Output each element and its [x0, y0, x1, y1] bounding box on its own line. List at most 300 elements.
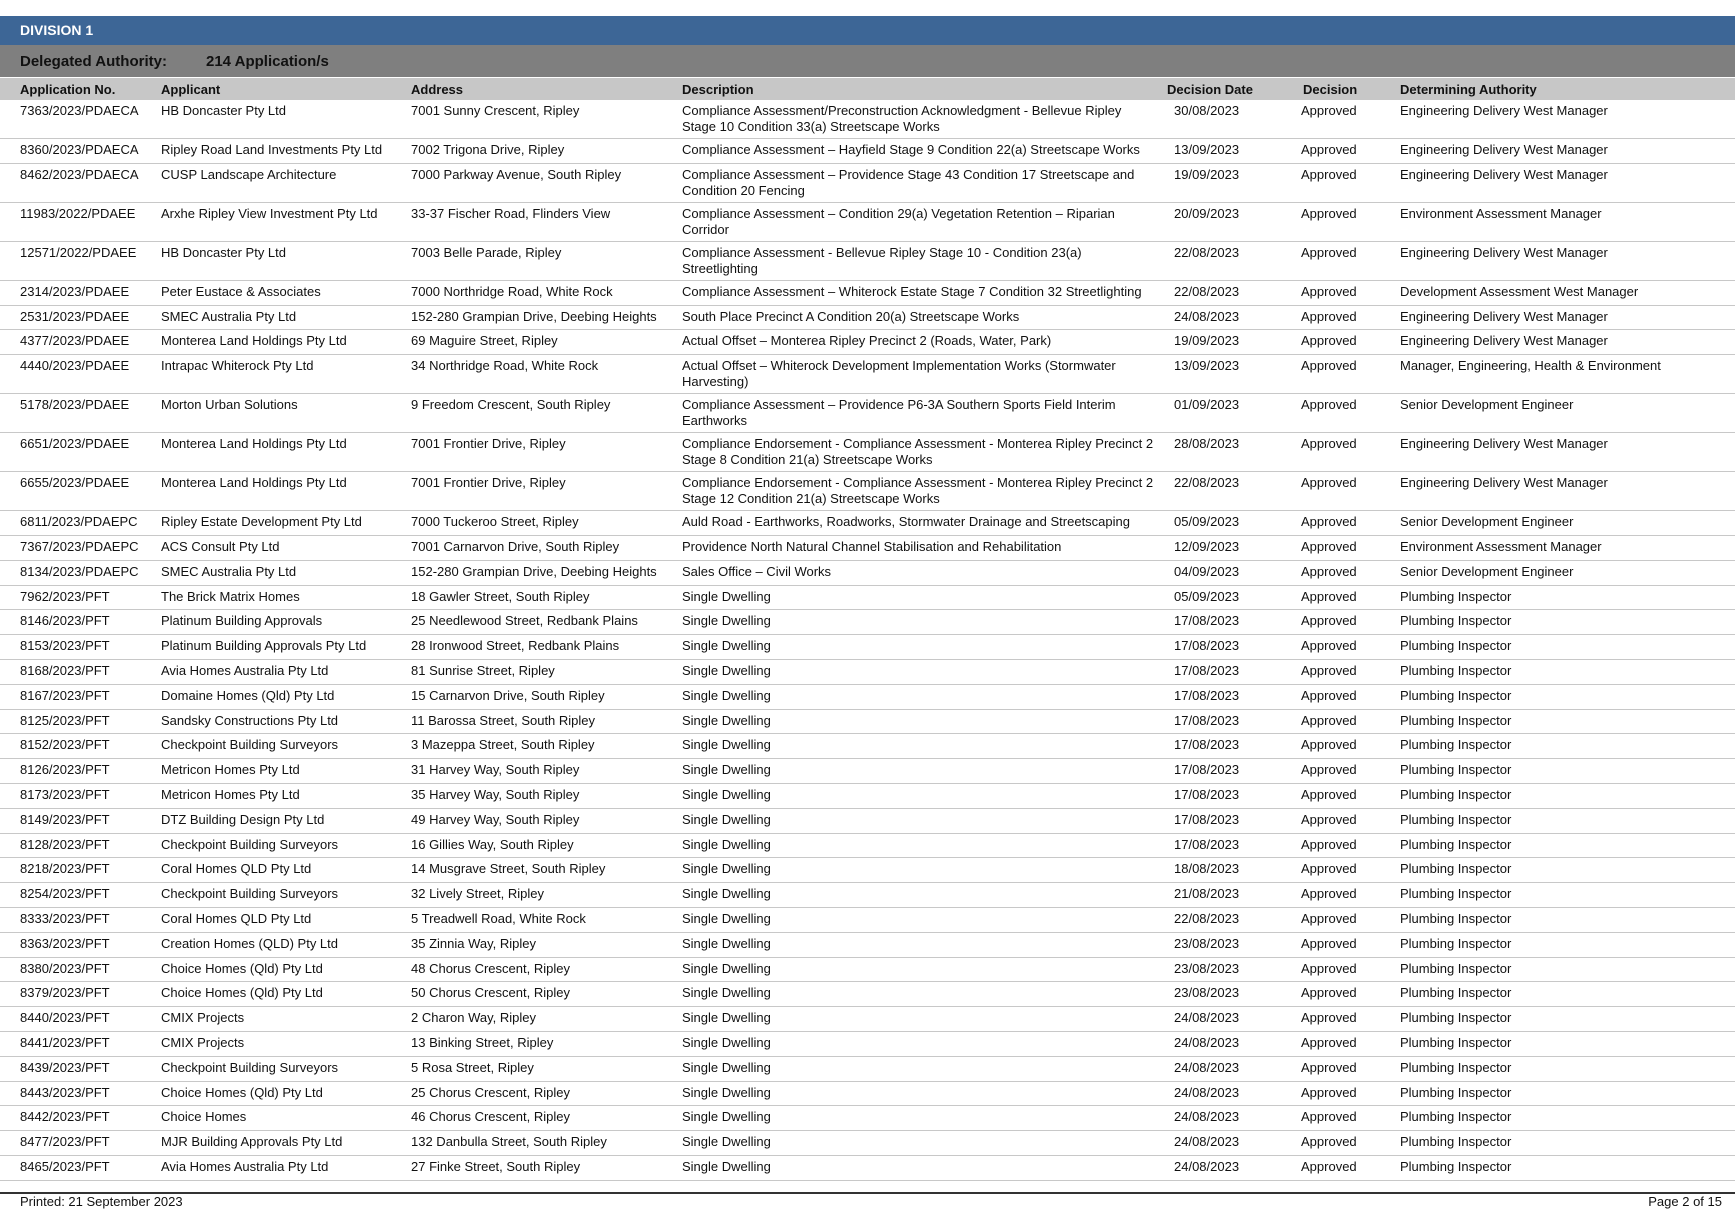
cell-decision: Approved [1301, 762, 1357, 778]
cell-determining-authority: Plumbing Inspector [1400, 588, 1512, 604]
table-row [0, 330, 1735, 355]
cell-description: Single Dwelling [682, 1010, 771, 1026]
cell-decision: Approved [1301, 142, 1357, 157]
cell-decision-date: 17/08/2023 [1174, 811, 1240, 827]
cell-description: Compliance Endorsement - Compliance Assessment - Monterea Ripley Precinct 2 Stage 12 Condition 21(a) Streetscape Works [682, 475, 1154, 507]
table-row [0, 635, 1735, 660]
cell-address: 152-280 Grampian Drive, Deebing Heights [411, 308, 657, 324]
cell-application-no: 8333/2023/PFT [20, 910, 110, 926]
cell-address: 2 Charon Way, Ripley [411, 1010, 536, 1026]
cell-determining-authority: Engineering Delivery West Manager [1400, 475, 1608, 491]
table-row [0, 734, 1735, 759]
cell-address: 49 Harvey Way, South Ripley [411, 811, 580, 827]
table-row [0, 139, 1735, 164]
cell-address: 14 Musgrave Street, South Ripley [411, 861, 606, 877]
table-row [0, 958, 1735, 983]
cell-description: Single Dwelling [682, 1158, 771, 1174]
cell-decision: Approved [1301, 1134, 1357, 1150]
cell-address: 32 Lively Street, Ripley [411, 886, 544, 902]
cell-address: 33-37 Fischer Road, Flinders View [411, 205, 611, 221]
cell-applicant: Checkpoint Building Surveyors [161, 836, 339, 852]
cell-decision-date: 05/09/2023 [1174, 514, 1240, 530]
cell-description: Single Dwelling [682, 588, 771, 604]
cell-determining-authority: Plumbing Inspector [1400, 762, 1512, 778]
cell-applicant: Monterea Land Holdings Pty Ltd [161, 333, 347, 349]
cell-application-no: 8465/2023/PFT [20, 1158, 110, 1174]
cell-determining-authority: Plumbing Inspector [1400, 935, 1512, 951]
cell-description: Compliance Assessment/Preconstruction Acknowledgment - Bellevue Ripley Stage 10 Condition 33(a) Streetscape Works [682, 103, 1122, 134]
cell-application-no: 8152/2023/PFT [20, 737, 110, 753]
table-row [0, 1156, 1735, 1181]
cell-applicant: Monterea Land Holdings Pty Ltd [161, 475, 347, 491]
header-determining-authority: Determining Authority [1400, 82, 1537, 97]
cell-determining-authority: Senior Development Engineer [1400, 514, 1574, 530]
table-row [0, 561, 1735, 586]
cell-decision: Approved [1301, 910, 1357, 926]
cell-application-no: 5178/2023/PDAEE [20, 397, 130, 413]
cell-description: Single Dwelling [682, 960, 771, 976]
cell-decision-date: 24/08/2023 [1174, 1158, 1240, 1174]
cell-decision: Approved [1301, 836, 1357, 852]
table-row [0, 933, 1735, 958]
table-row [0, 433, 1735, 472]
cell-description: Single Dwelling [682, 737, 771, 753]
cell-description: Single Dwelling [682, 762, 771, 778]
cell-description: Single Dwelling [682, 712, 771, 728]
cell-decision: Approved [1301, 1010, 1357, 1026]
cell-decision: Approved [1301, 1109, 1357, 1125]
cell-description: South Place Precinct A Condition 20(a) Streetscape Works [682, 308, 1020, 324]
cell-application-no: 6651/2023/PDAEE [20, 436, 130, 452]
cell-description: Auld Road - Earthworks, Roadworks, Stormwater Drainage and Streetscaping [682, 514, 1130, 530]
cell-description: Actual Offset – Whiterock Development Implementation Works (Stormwater Harvesting) [682, 358, 1116, 390]
cell-address: 18 Gawler Street, South Ripley [411, 588, 590, 604]
page-number: Page 2 of 15 [1648, 1194, 1722, 1209]
cell-decision-date: 23/08/2023 [1174, 985, 1240, 1001]
cell-applicant: HB Doncaster Pty Ltd [161, 103, 286, 118]
cell-address: 7000 Tuckeroo Street, Ripley [411, 514, 579, 530]
authority-label: Delegated Authority: [20, 53, 167, 70]
cell-applicant: Monterea Land Holdings Pty Ltd [161, 436, 347, 452]
cell-description: Compliance Assessment – Whiterock Estate Stage 7 Condition 32 Streetlighting [682, 283, 1142, 299]
cell-application-no: 8439/2023/PFT [20, 1059, 110, 1075]
cell-address: 31 Harvey Way, South Ripley [411, 762, 580, 778]
cell-address: 34 Northridge Road, White Rock [411, 358, 599, 374]
cell-determining-authority: Environment Assessment Manager [1400, 205, 1602, 221]
cell-application-no: 8360/2023/PDAECA [20, 142, 139, 157]
cell-description: Compliance Assessment – Hayfield Stage 9 Condition 22(a) Streetscape Works [682, 142, 1140, 157]
cell-decision: Approved [1301, 737, 1357, 753]
cell-decision-date: 17/08/2023 [1174, 662, 1240, 678]
table-row [0, 685, 1735, 710]
cell-decision-date: 17/08/2023 [1174, 836, 1240, 852]
cell-decision-date: 22/08/2023 [1174, 910, 1240, 926]
cell-description: Single Dwelling [682, 638, 771, 654]
cell-application-no: 8441/2023/PFT [20, 1034, 110, 1050]
cell-address: 25 Needlewood Street, Redbank Plains [411, 613, 638, 629]
cell-description: Single Dwelling [682, 1084, 771, 1100]
cell-decision-date: 18/08/2023 [1174, 861, 1240, 877]
cell-decision-date: 17/08/2023 [1174, 762, 1240, 778]
cell-decision-date: 19/09/2023 [1174, 166, 1240, 182]
cell-applicant: CMIX Projects [161, 1034, 245, 1050]
cell-decision: Approved [1301, 662, 1357, 678]
cell-decision: Approved [1301, 786, 1357, 802]
cell-determining-authority: Plumbing Inspector [1400, 836, 1512, 852]
cell-applicant: Checkpoint Building Surveyors [161, 1059, 339, 1075]
cell-address: 7000 Parkway Avenue, South Ripley [411, 166, 622, 182]
header-decision-date: Decision Date [1167, 82, 1253, 97]
cell-applicant: CMIX Projects [161, 1010, 245, 1026]
cell-application-no: 8363/2023/PFT [20, 935, 110, 951]
cell-determining-authority: Plumbing Inspector [1400, 1109, 1512, 1125]
cell-applicant: Creation Homes (QLD) Pty Ltd [161, 935, 339, 951]
cell-applicant: Intrapac Whiterock Pty Ltd [161, 358, 314, 374]
cell-determining-authority: Environment Assessment Manager [1400, 538, 1602, 554]
cell-address: 25 Chorus Crescent, Ripley [411, 1084, 570, 1100]
header-address: Address [411, 82, 464, 97]
cell-determining-authority: Engineering Delivery West Manager [1400, 166, 1608, 182]
cell-decision: Approved [1301, 935, 1357, 951]
cell-applicant: Sandsky Constructions Pty Ltd [161, 712, 339, 728]
cell-description: Single Dwelling [682, 613, 771, 629]
table-row [0, 1082, 1735, 1107]
cell-address: 7001 Frontier Drive, Ripley [411, 475, 566, 491]
cell-determining-authority: Plumbing Inspector [1400, 985, 1512, 1001]
cell-application-no: 7363/2023/PDAECA [20, 103, 139, 118]
cell-address: 7003 Belle Parade, Ripley [411, 244, 562, 260]
cell-decision-date: 17/08/2023 [1174, 737, 1240, 753]
cell-application-no: 4440/2023/PDAEE [20, 358, 130, 374]
cell-application-no: 8477/2023/PFT [20, 1134, 110, 1150]
cell-decision: Approved [1301, 985, 1357, 1001]
cell-determining-authority: Development Assessment West Manager [1400, 283, 1639, 299]
cell-application-no: 6655/2023/PDAEE [20, 475, 130, 491]
cell-application-no: 8128/2023/PFT [20, 836, 110, 852]
cell-applicant: Ripley Estate Development Pty Ltd [161, 514, 362, 530]
cell-address: 15 Carnarvon Drive, South Ripley [411, 687, 605, 703]
cell-determining-authority: Plumbing Inspector [1400, 1059, 1512, 1075]
table-row [0, 1007, 1735, 1032]
cell-application-no: 8149/2023/PFT [20, 811, 110, 827]
authority-bar [0, 45, 1735, 77]
cell-address: 46 Chorus Crescent, Ripley [411, 1109, 570, 1125]
cell-description: Single Dwelling [682, 1134, 771, 1150]
cell-description: Actual Offset – Monterea Ripley Precinct 2 (Roads, Water, Park) [682, 333, 1052, 349]
table-row [0, 809, 1735, 834]
cell-applicant: Checkpoint Building Surveyors [161, 886, 339, 902]
cell-description: Providence North Natural Channel Stabilisation and Rehabilitation [682, 538, 1062, 554]
cell-determining-authority: Plumbing Inspector [1400, 1034, 1512, 1050]
cell-determining-authority: Manager, Engineering, Health & Environment [1400, 358, 1661, 374]
cell-application-no: 8440/2023/PFT [20, 1010, 110, 1026]
cell-address: 69 Maguire Street, Ripley [411, 333, 558, 349]
table-row [0, 203, 1735, 242]
cell-decision-date: 21/08/2023 [1174, 886, 1240, 902]
table-row [0, 982, 1735, 1007]
cell-determining-authority: Plumbing Inspector [1400, 613, 1512, 629]
table-row [0, 660, 1735, 685]
cell-application-no: 8443/2023/PFT [20, 1084, 110, 1100]
cell-determining-authority: Plumbing Inspector [1400, 960, 1512, 976]
cell-applicant: The Brick Matrix Homes [161, 588, 300, 604]
footer-divider [0, 1192, 1735, 1194]
cell-decision-date: 23/08/2023 [1174, 935, 1240, 951]
header-application-no: Application No. [20, 82, 116, 97]
cell-decision: Approved [1301, 613, 1357, 629]
cell-decision-date: 04/09/2023 [1174, 563, 1240, 579]
cell-decision-date: 13/09/2023 [1174, 358, 1240, 374]
header-description: Description [682, 82, 754, 97]
cell-determining-authority: Plumbing Inspector [1400, 662, 1512, 678]
cell-address: 152-280 Grampian Drive, Deebing Heights [411, 563, 657, 579]
cell-decision: Approved [1301, 333, 1357, 349]
cell-determining-authority: Plumbing Inspector [1400, 1084, 1512, 1100]
cell-applicant: Choice Homes [161, 1109, 247, 1125]
cell-application-no: 8126/2023/PFT [20, 762, 110, 778]
cell-application-no: 8462/2023/PDAECA [20, 166, 139, 182]
cell-applicant: Platinum Building Approvals Pty Ltd [161, 638, 367, 654]
cell-determining-authority: Plumbing Inspector [1400, 712, 1512, 728]
cell-determining-authority: Engineering Delivery West Manager [1400, 142, 1608, 157]
cell-application-no: 7962/2023/PFT [20, 588, 110, 604]
cell-application-no: 8380/2023/PFT [20, 960, 110, 976]
cell-decision: Approved [1301, 712, 1357, 728]
cell-decision-date: 30/08/2023 [1174, 103, 1240, 118]
cell-decision-date: 22/08/2023 [1174, 475, 1240, 491]
cell-determining-authority: Plumbing Inspector [1400, 1010, 1512, 1026]
cell-address: 27 Finke Street, South Ripley [411, 1158, 581, 1174]
cell-decision-date: 05/09/2023 [1174, 588, 1240, 604]
cell-application-no: 8379/2023/PFT [20, 985, 110, 1001]
table-row [0, 834, 1735, 859]
cell-address: 7000 Northridge Road, White Rock [411, 283, 613, 299]
cell-applicant: Avia Homes Australia Pty Ltd [161, 662, 329, 678]
cell-decision-date: 19/09/2023 [1174, 333, 1240, 349]
cell-application-no: 12571/2022/PDAEE [20, 244, 137, 260]
cell-decision: Approved [1301, 687, 1357, 703]
cell-determining-authority: Plumbing Inspector [1400, 1134, 1512, 1150]
cell-applicant: CUSP Landscape Architecture [161, 166, 337, 182]
cell-applicant: HB Doncaster Pty Ltd [161, 244, 286, 260]
cell-decision: Approved [1301, 166, 1357, 182]
cell-application-no: 8218/2023/PFT [20, 861, 110, 877]
cell-description: Sales Office – Civil Works [682, 563, 832, 579]
cell-applicant: MJR Building Approvals Pty Ltd [161, 1134, 343, 1150]
cell-decision: Approved [1301, 538, 1357, 554]
cell-decision: Approved [1301, 283, 1357, 299]
cell-description: Single Dwelling [682, 836, 771, 852]
cell-address: 81 Sunrise Street, Ripley [411, 662, 555, 678]
cell-application-no: 8168/2023/PFT [20, 662, 110, 678]
cell-decision-date: 24/08/2023 [1174, 1109, 1240, 1125]
application-count: 214 Application/s [206, 53, 329, 70]
cell-application-no: 8254/2023/PFT [20, 886, 110, 902]
cell-applicant: ACS Consult Pty Ltd [161, 538, 280, 554]
header-decision: Decision [1303, 82, 1358, 97]
cell-decision: Approved [1301, 1158, 1357, 1174]
cell-decision-date: 24/08/2023 [1174, 1084, 1240, 1100]
cell-determining-authority: Plumbing Inspector [1400, 737, 1512, 753]
cell-description: Single Dwelling [682, 811, 771, 827]
cell-decision-date: 28/08/2023 [1174, 436, 1240, 452]
cell-decision-date: 24/08/2023 [1174, 308, 1240, 324]
cell-decision: Approved [1301, 514, 1357, 530]
cell-address: 11 Barossa Street, South Ripley [411, 712, 596, 728]
cell-application-no: 11983/2022/PDAEE [20, 205, 136, 221]
cell-applicant: Choice Homes (Qld) Pty Ltd [161, 985, 323, 1001]
cell-decision-date: 20/09/2023 [1174, 205, 1240, 221]
cell-decision-date: 01/09/2023 [1174, 397, 1240, 413]
cell-applicant: Platinum Building Approvals [161, 613, 323, 629]
division-title: DIVISION 1 [0, 16, 1735, 45]
table-row [0, 306, 1735, 331]
cell-applicant: SMEC Australia Pty Ltd [161, 308, 297, 324]
header-applicant: Applicant [161, 82, 221, 97]
cell-address: 7001 Frontier Drive, Ripley [411, 436, 566, 452]
cell-decision: Approved [1301, 205, 1357, 221]
cell-address: 48 Chorus Crescent, Ripley [411, 960, 570, 976]
cell-application-no: 8153/2023/PFT [20, 638, 110, 654]
cell-decision-date: 22/08/2023 [1174, 283, 1240, 299]
cell-decision: Approved [1301, 811, 1357, 827]
cell-determining-authority: Plumbing Inspector [1400, 811, 1512, 827]
cell-description: Single Dwelling [682, 1059, 771, 1075]
table-row [0, 394, 1735, 433]
cell-determining-authority: Plumbing Inspector [1400, 687, 1512, 703]
cell-applicant: Coral Homes QLD Pty Ltd [161, 910, 312, 926]
cell-decision: Approved [1301, 436, 1357, 452]
cell-decision-date: 17/08/2023 [1174, 687, 1240, 703]
cell-description: Compliance Endorsement - Compliance Assessment - Monterea Ripley Precinct 2 Stage 8 Condition 21(a) Streetscape Works [682, 436, 1154, 468]
table-row [0, 355, 1735, 394]
cell-determining-authority: Engineering Delivery West Manager [1400, 308, 1608, 324]
cell-application-no: 8173/2023/PFT [20, 786, 110, 802]
cell-applicant: Peter Eustace & Associates [161, 283, 321, 299]
cell-decision: Approved [1301, 1059, 1357, 1075]
cell-decision: Approved [1301, 308, 1357, 324]
cell-decision-date: 24/08/2023 [1174, 1134, 1240, 1150]
cell-application-no: 7367/2023/PDAEPC [20, 538, 139, 554]
cell-description: Single Dwelling [682, 861, 771, 877]
cell-description: Compliance Assessment – Providence Stage 43 Condition 17 Streetscape and Condition 20 Fencing [682, 166, 1135, 198]
cell-description: Compliance Assessment - Bellevue Ripley Stage 10 - Condition 23(a) Streetlighting [682, 244, 1082, 276]
cell-decision: Approved [1301, 1084, 1357, 1100]
cell-decision-date: 17/08/2023 [1174, 613, 1240, 629]
cell-description: Single Dwelling [682, 662, 771, 678]
cell-decision: Approved [1301, 638, 1357, 654]
printed-date: Printed: 21 September 2023 [20, 1194, 183, 1209]
cell-decision: Approved [1301, 886, 1357, 902]
cell-decision-date: 17/08/2023 [1174, 786, 1240, 802]
cell-address: 50 Chorus Crescent, Ripley [411, 985, 570, 1001]
table-row [0, 784, 1735, 809]
cell-applicant: SMEC Australia Pty Ltd [161, 563, 297, 579]
cell-address: 7002 Trigona Drive, Ripley [411, 142, 565, 157]
cell-decision-date: 22/08/2023 [1174, 244, 1240, 260]
cell-address: 13 Binking Street, Ripley [411, 1034, 554, 1050]
cell-decision: Approved [1301, 103, 1357, 118]
cell-determining-authority: Senior Development Engineer [1400, 397, 1574, 413]
cell-address: 35 Harvey Way, South Ripley [411, 786, 580, 802]
cell-applicant: Choice Homes (Qld) Pty Ltd [161, 960, 323, 976]
cell-decision-date: 24/08/2023 [1174, 1059, 1240, 1075]
table-row [0, 610, 1735, 635]
table-header [0, 78, 1735, 100]
cell-address: 35 Zinnia Way, Ripley [411, 935, 536, 951]
table-row [0, 759, 1735, 784]
cell-description: Single Dwelling [682, 910, 771, 926]
cell-decision: Approved [1301, 588, 1357, 604]
cell-description: Single Dwelling [682, 886, 771, 902]
cell-determining-authority: Engineering Delivery West Manager [1400, 333, 1608, 349]
cell-decision: Approved [1301, 1034, 1357, 1050]
cell-application-no: 2531/2023/PDAEE [20, 308, 130, 324]
cell-address: 7001 Sunny Crescent, Ripley [411, 103, 580, 118]
cell-applicant: Coral Homes QLD Pty Ltd [161, 861, 312, 877]
cell-decision: Approved [1301, 397, 1357, 413]
table-row [0, 164, 1735, 203]
cell-description: Single Dwelling [682, 985, 771, 1001]
table-row [0, 511, 1735, 536]
cell-determining-authority: Plumbing Inspector [1400, 886, 1512, 902]
cell-description: Single Dwelling [682, 1109, 771, 1125]
cell-determining-authority: Plumbing Inspector [1400, 861, 1512, 877]
cell-applicant: Morton Urban Solutions [161, 397, 298, 413]
cell-applicant: Choice Homes (Qld) Pty Ltd [161, 1084, 323, 1100]
table-row [0, 242, 1735, 281]
cell-application-no: 4377/2023/PDAEE [20, 333, 130, 349]
cell-description: Single Dwelling [682, 687, 771, 703]
table-row [0, 586, 1735, 611]
cell-determining-authority: Plumbing Inspector [1400, 1158, 1512, 1174]
cell-decision-date: 17/08/2023 [1174, 638, 1240, 654]
cell-decision-date: 24/08/2023 [1174, 1010, 1240, 1026]
cell-description: Compliance Assessment – Providence P6-3A Southern Sports Field Interim Earthworks [682, 397, 1116, 429]
cell-description: Single Dwelling [682, 786, 771, 802]
cell-address: 7001 Carnarvon Drive, South Ripley [411, 538, 620, 554]
table-row [0, 1106, 1735, 1131]
cell-application-no: 8442/2023/PFT [20, 1109, 110, 1125]
cell-address: 3 Mazeppa Street, South Ripley [411, 737, 595, 753]
table-row [0, 472, 1735, 511]
cell-application-no: 8167/2023/PFT [20, 687, 110, 703]
applications-table-body [0, 100, 1735, 1181]
cell-determining-authority: Plumbing Inspector [1400, 638, 1512, 654]
cell-applicant: Arxhe Ripley View Investment Pty Ltd [161, 205, 378, 221]
table-row [0, 536, 1735, 561]
cell-application-no: 2314/2023/PDAEE [20, 283, 130, 299]
cell-application-no: 6811/2023/PDAEPC [20, 514, 138, 530]
cell-decision-date: 23/08/2023 [1174, 960, 1240, 976]
table-row [0, 281, 1735, 306]
cell-applicant: Checkpoint Building Surveyors [161, 737, 339, 753]
cell-description: Single Dwelling [682, 935, 771, 951]
table-row [0, 883, 1735, 908]
table-row [0, 1057, 1735, 1082]
cell-applicant: Avia Homes Australia Pty Ltd [161, 1158, 329, 1174]
cell-determining-authority: Plumbing Inspector [1400, 910, 1512, 926]
cell-applicant: Domaine Homes (Qld) Pty Ltd [161, 687, 335, 703]
cell-description: Compliance Assessment – Condition 29(a) Vegetation Retention – Riparian Corridor [682, 205, 1115, 237]
table-row [0, 858, 1735, 883]
table-row [0, 100, 1735, 139]
cell-decision-date: 13/09/2023 [1174, 142, 1240, 157]
cell-determining-authority: Engineering Delivery West Manager [1400, 436, 1608, 452]
table-row [0, 908, 1735, 933]
table-row [0, 1131, 1735, 1156]
cell-decision: Approved [1301, 861, 1357, 877]
